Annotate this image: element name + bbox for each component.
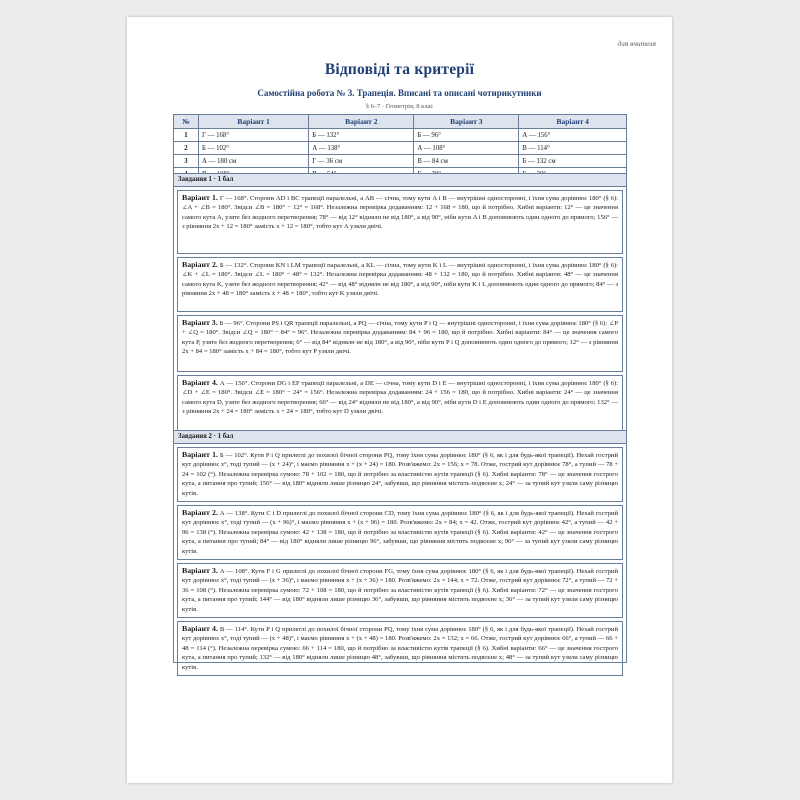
document-page [127, 17, 672, 783]
table-header-cell: Варіант 1 [199, 115, 309, 129]
table-header-cell: Варіант 3 [414, 115, 519, 129]
variant-explanation: Б — 102°. Кути P і Q прилеглі до похилої бічної сторони PQ, тому їхня сума дорівнює 180° (§ 6, як і для будь-якої трапеції). Нехай гострий кут дорівнює x°, тоді тупий — (x + 24)°, і маємо рівняння x + (x + 24) = 180. Розв'яжемо: 2x = 156; x = 78. Отже, гострий кут дорівнює 78°, а тупий — 78 + 24 = 102 (°). Незалежна перевірка сумою: 78 + 102 = 180, що й потрібно за властивістю кутів трапеції (§ 6). Хибні варіанти: 78° — це значення гострого кута, а питання про тупий; 156° — від 180° віднялн лише різницю 24°, забувши, що рівняння містить подвоєне x; 24° — за тупий кут узяли саму різницю кутів. [182, 452, 618, 497]
table-cell: 2 [174, 142, 199, 155]
answers-table-header [174, 115, 627, 129]
audience-label: для вчителя [617, 39, 656, 48]
variant-explanation: А — 138°. Кути C і D прилеглі до похилої бічної сторони CD, тому їхня сума дорівнює 180° (§ 6, як і для будь-якої трапеції). Нехай гострий кут дорівнює x°, тоді тупий — (x + 96)°, і маємо рівняння x + (x + 96) = 180. Розв'яжемо: 2x = 84; x = 42. Отже, гострий кут дорівнює 42°, а тупий — 42 + 96 = 138 (°). Незалежна перевірка сумою: 42 + 138 = 180, що й потрібно за властивістю кутів трапеції (§ 6). Хибні варіанти: 42° — це значення гострого кута, а питання про тупий; 84° — від 180° віднялн лише різницю 96°, забувши, що рівняння містить подвоєне x; 96° — за тупий кут узяли саму різницю кутів. [182, 510, 619, 555]
variant-label: Варіант 2. [182, 508, 218, 517]
variant-label: Варіант 3. [182, 318, 218, 327]
table-cell: 1 [174, 129, 199, 142]
table-cell: А — 180 см [199, 155, 309, 168]
task-2-section [173, 430, 627, 671]
table-cell: А — 138° [309, 142, 414, 155]
variant-label: Варіант 1. [182, 193, 218, 202]
task-2-heading: Завдання 2 · 1 бал [174, 431, 626, 444]
table-cell: Г — 168° [199, 129, 309, 142]
task-1-heading: Завдання 1 · 1 бал [174, 174, 626, 187]
task-2-variant-2 [177, 505, 623, 560]
task-1-variant-3 [177, 315, 623, 372]
variant-explanation: Б — 96°. Сторони PS і QR трапеції паралельні, а PQ — січна, тому кути P і Q — внутрішні односторонні, і їхня сума дорівнює 180° (§ 6): ∠P + ∠Q = 180°. Звідси ∠Q = 180° − 84° = 96°. Незалежна перевірка додаванням: 84 + 96 = 180, що й потрібно. Хибні варіанти: 84° — це значення самого кута P, узяте без жодного перетворення; 6° — від 84° віднялн не від 180°, а від 90°, ніби кути P і Q доповнюють один одного до прямого; 12° — з рівняння 2x + 84 = 180° замість x + 84 = 180°, тобто кут P узяли двічі. [182, 320, 619, 356]
page-meta: § 6–7 · Геометрія, 8 клас [365, 103, 434, 110]
task-2-variant-4 [177, 621, 623, 676]
table-cell: Б — 132 см [519, 155, 627, 168]
variant-label: Варіант 4. [182, 378, 218, 387]
variant-label: Варіант 2. [182, 260, 218, 269]
page-subtitle: Самостійна робота № 3. Трапеція. Вписані та описані чотирикутники [257, 88, 542, 98]
table-row [174, 155, 627, 168]
table-cell: А — 156° [519, 129, 627, 142]
table-header-cell: Варіант 4 [519, 115, 627, 129]
table-row [174, 142, 627, 155]
variant-label: Варіант 1. [182, 450, 218, 459]
variant-explanation: Г — 168°. Сторони AD і BC трапеції паралельні, а AB — січна, тому кути A і B — внутрішні односторонні, і їхня сума дорівнює 180° (§ 6): ∠A + ∠B = 180°. Звідси ∠B = 180° − 12° = 168°. Незалежна перевірка додаванням: 12 + 168 = 180, що й потрібно. Хибні варіанти: 12° — це значення самого кута A, узяте без жодного перетворення; 78° — від 12° віднялн не від 180°, а від 90°, ніби кути A і B доповнюють один одного до прямого; 156° — з рівняння 2x + 12 = 180° замість x + 12 = 180°, тобто кут A узяли двічі. [182, 195, 618, 231]
table-header-cell: № [174, 115, 199, 129]
variant-label: Варіант 4. [182, 624, 218, 633]
table-header-cell: Варіант 2 [309, 115, 414, 129]
answers-table [173, 114, 627, 181]
table-cell: А — 108° [414, 142, 519, 155]
variant-explanation: А — 108°. Кути F і G прилеглі до похилої бічної сторони FG, тому їхня сума дорівнює 180° (§ 6, як і для будь-якої трапеції). Нехай гострий кут дорівнює x°, тоді тупий — (x + 36)°, і маємо рівняння x + (x + 36) = 180. Розв'яжемо: 2x = 144; x = 72. Отже, гострий кут дорівнює 72°, а тупий — 72 + 36 = 108 (°). Незалежна перевірка сумою: 72 + 108 = 180, що й потрібно за властивістю кутів трапеції (§ 6). Хибні варіанти: 72° — це значення гострого кута, а питання про тупий; 144° — від 180° віднялн лише різницю 36°, забувши, що рівняння містить подвоєне x; 36° — за тупий кут узяли саму різницю кутів. [182, 568, 618, 613]
table-cell: В — 114° [519, 142, 627, 155]
variant-explanation: В — 114°. Кути P і Q прилеглі до похилої бічної сторони PQ, тому їхня сума дорівнює 180° (§ 6, як і для будь-якої трапеції). Нехай гострий кут дорівнює x°, тоді тупий — (x + 48)°, і маємо рівняння x + (x + 48) = 180. Розв'яжемо: 2x = 132; x = 66. Отже, гострий кут дорівнює 66°, а тупий — 66 + 48 = 114 (°). Незалежна перевірка сумою: 66 + 114 = 180, що й потрібно за властивістю кутів трапеції (§ 6). Хибні варіанти: 66° — це значення гострого кута, а питання про тупий; 132° — від 180° віднялн лише різницю 48°, забувши, що рівняння містить подвоєне x; 48° — за тупий кут узяли саму різницю кутів. [182, 626, 618, 671]
variant-label: Варіант 3. [182, 566, 218, 575]
task-1-section [173, 173, 627, 440]
table-cell: Б — 102° [199, 142, 309, 155]
table-cell: Б — 96° [414, 129, 519, 142]
page-title: Відповіді та критерії [324, 61, 475, 78]
table-row [174, 129, 627, 142]
task-1-variant-4 [177, 375, 623, 432]
variant-explanation: А — 156°. Сторони DG і EF трапеції паралельні, а DE — січна, тому кути D і E — внутрішні односторонні, і їхня сума дорівнює 180° (§ 6): ∠D + ∠E = 180°. Звідси ∠E = 180° − 24° = 156°. Незалежна перевірка додаванням: 24 + 156 = 180, що й потрібно. Хибні варіанти: 24° — це значення самого кута D, узяте без жодного перетворення; 66° — від 24° віднялн не від 180°, а від 90°, ніби кути D і E доповнюють один одного до прямого; 132° — з рівняння 2x + 24 = 180° замість x + 24 = 180°, тобто кут D узяли двічі. [182, 380, 618, 416]
task-2-variant-3 [177, 563, 623, 618]
task-2-variant-1 [177, 447, 623, 502]
task-1-variant-1 [177, 190, 623, 254]
table-cell: Г — 36 см [309, 155, 414, 168]
table-cell: 3 [174, 155, 199, 168]
variant-explanation: Б — 132°. Сторони KN і LM трапеції паралельні, а KL — січна, тому кути K і L — внутрішні односторонні, і їхня сума дорівнює 180° (§ 6): ∠K + ∠L = 180°. Звідси ∠L = 180° − 48° = 132°. Незалежна перевірка додаванням: 48 + 132 = 180, що й потрібно. Хибні варіанти: 48° — це значення самого кута K, узяте без жодного перетворення; 42° — від 48° віднялн не від 180°, а від 90°, ніби кути K і L доповнюють один одного до прямого; 84° — з рівняння 2x + 48 = 180° замість x + 48 = 180°, тобто кут K узяли двічі. [182, 262, 618, 298]
table-cell: В — 84 см [414, 155, 519, 168]
task-1-variant-2 [177, 257, 623, 312]
table-cell: Б — 132° [309, 129, 414, 142]
